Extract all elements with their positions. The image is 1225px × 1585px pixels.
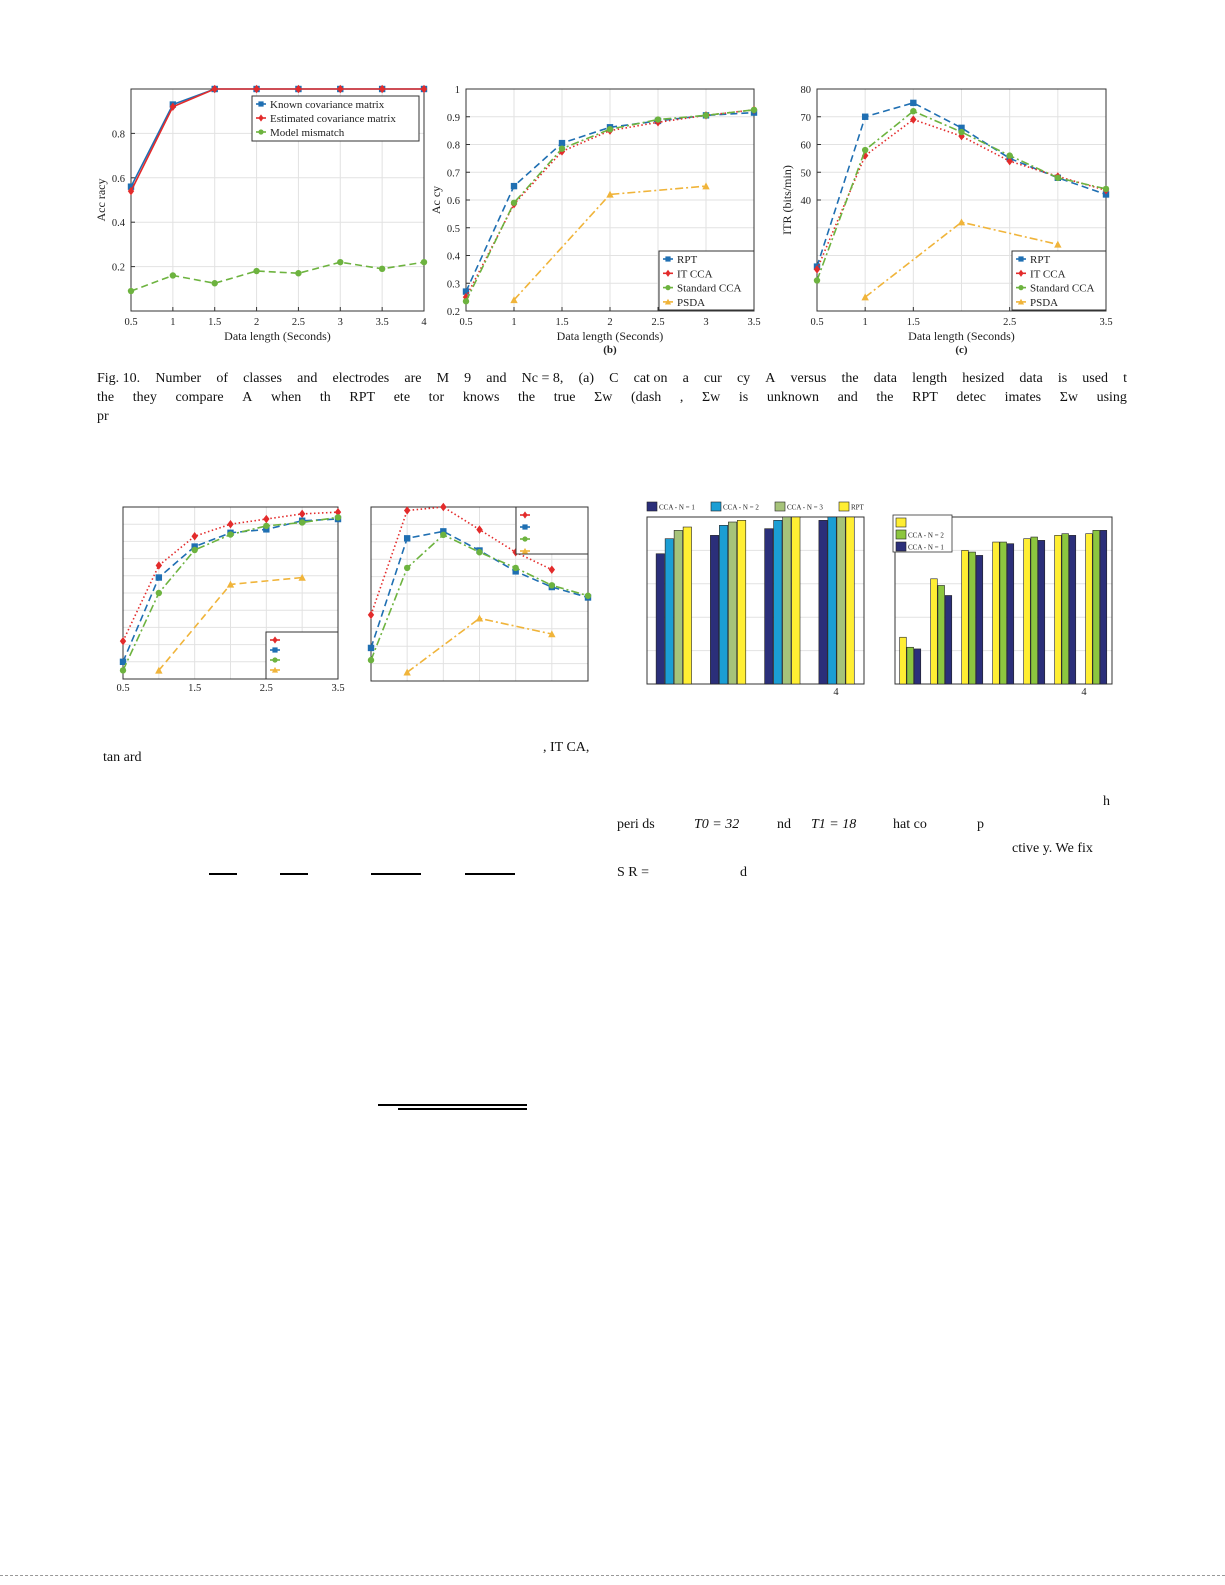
fraction-bar-4 bbox=[465, 873, 515, 875]
body-right-line3: ctive y. We fix bbox=[1012, 841, 1093, 856]
caption-word: is bbox=[738, 390, 749, 405]
page-footer-rule bbox=[0, 1575, 1225, 1576]
caption-word: data bbox=[1019, 371, 1043, 386]
y-tick-label: 70 bbox=[800, 112, 811, 124]
x-tick-label: 2 bbox=[253, 317, 260, 328]
y-tick-label: 40 bbox=[800, 196, 811, 207]
y-tick-label: 0.6 bbox=[111, 173, 125, 185]
legend-label: PSDA bbox=[677, 296, 706, 309]
fraction-bar-2 bbox=[280, 873, 308, 875]
x-tick-label: 1.5 bbox=[188, 683, 202, 694]
bar bbox=[1055, 535, 1062, 684]
bar bbox=[931, 579, 938, 684]
x-tick-label: 1.5 bbox=[906, 317, 920, 328]
bar bbox=[976, 555, 983, 684]
caption-word: imates bbox=[1004, 390, 1042, 405]
legend-label: Model mismatch bbox=[270, 127, 345, 139]
bar bbox=[993, 542, 1000, 684]
legend-label: IT CCA bbox=[1030, 268, 1066, 281]
caption-word: and bbox=[297, 371, 318, 386]
x-tick-label: 3 bbox=[703, 317, 709, 328]
y-tick-label: 0.8 bbox=[111, 129, 125, 141]
caption-word: M bbox=[436, 371, 450, 386]
bar bbox=[969, 552, 976, 684]
body-right-line1: h bbox=[1103, 794, 1110, 809]
caption-word: (dash bbox=[630, 390, 662, 405]
x-tick-label: 4 bbox=[421, 317, 427, 328]
caption-word: compare bbox=[175, 390, 224, 405]
bar bbox=[1031, 537, 1038, 684]
x-tick-label: 1 bbox=[862, 317, 868, 328]
caption-word: cur bbox=[703, 371, 722, 386]
y-tick-label: 0.2 bbox=[446, 307, 460, 318]
body-right-line4-b: d bbox=[740, 865, 747, 880]
legend-label: RPT bbox=[1030, 254, 1051, 266]
caption-word: C bbox=[609, 371, 619, 386]
caption-word: RPT bbox=[912, 390, 938, 405]
y-tick-label: 0.6 bbox=[446, 196, 460, 207]
caption-word: pr bbox=[97, 409, 109, 424]
y-tick-label: 0.4 bbox=[111, 218, 125, 230]
x-tick-label: 2.5 bbox=[259, 683, 273, 694]
x-axis-label: Data length (Seconds) bbox=[556, 329, 664, 343]
legend-label: RPT bbox=[851, 503, 864, 512]
caption-word: the bbox=[518, 390, 536, 405]
caption-word: t bbox=[1123, 371, 1127, 386]
caption-word: ete bbox=[393, 390, 411, 405]
bar bbox=[945, 595, 952, 684]
caption-word: data bbox=[873, 371, 897, 386]
caption-word: , bbox=[679, 390, 684, 405]
y-axis-label: Ac cy bbox=[429, 185, 443, 215]
caption-word: versus bbox=[790, 371, 827, 386]
body-right-line4-a: S R = bbox=[617, 865, 650, 880]
y-axis-label: Acc racy bbox=[94, 178, 108, 222]
x-tick-label: 4 bbox=[833, 687, 839, 698]
caption-word: tor bbox=[428, 390, 445, 405]
double-rule-bottom bbox=[398, 1108, 527, 1110]
caption-word: detec bbox=[956, 390, 986, 405]
caption-word: 9 bbox=[464, 371, 472, 386]
caption-word: Number bbox=[155, 371, 202, 386]
caption-word: cy bbox=[736, 371, 751, 386]
bar bbox=[1038, 540, 1045, 684]
fig11g-chart bbox=[0, 0, 1225, 720]
legend-label: Known covariance matrix bbox=[270, 99, 385, 111]
legend-label: CCA - N = 1 bbox=[908, 543, 944, 552]
caption-word: when bbox=[270, 390, 302, 405]
caption-word: of bbox=[216, 371, 228, 386]
bar bbox=[1007, 544, 1014, 684]
fig11-caption-fragment-2: tan ard bbox=[103, 750, 142, 765]
fraction-bar-3 bbox=[371, 873, 421, 875]
bar bbox=[907, 647, 914, 684]
legend-label: RPT bbox=[677, 254, 698, 266]
caption-word: Fig. 10. bbox=[97, 371, 141, 386]
x-axis-label: Data length (Seconds) bbox=[908, 329, 1015, 343]
legend-swatch bbox=[896, 530, 906, 539]
bar bbox=[1024, 539, 1031, 684]
bar bbox=[1069, 535, 1076, 684]
body-right-line2-c: nd bbox=[777, 817, 791, 832]
legend-label: Standard CCA bbox=[1030, 282, 1095, 295]
x-tick-label: 2.5 bbox=[1003, 317, 1017, 328]
bar bbox=[1093, 530, 1100, 684]
legend-label: CCA - N = 2 bbox=[908, 531, 944, 540]
y-tick-label: 60 bbox=[800, 140, 811, 152]
caption-word: hesized bbox=[962, 371, 1005, 386]
fig11-caption-fragment-1: , IT CA, bbox=[543, 740, 590, 755]
legend-swatch bbox=[896, 518, 906, 527]
x-tick-label: 3.5 bbox=[375, 317, 389, 328]
y-tick-label: 0.9 bbox=[446, 112, 460, 124]
bar bbox=[1086, 534, 1093, 684]
body-right-line2-d: T1 = 18 bbox=[811, 817, 857, 832]
caption-word: the bbox=[876, 390, 894, 405]
body-right-line2-b: T0 = 32 bbox=[694, 817, 740, 832]
caption-word: RPT bbox=[349, 390, 376, 405]
caption-word: and bbox=[486, 371, 507, 386]
y-tick-label: 0.2 bbox=[111, 262, 125, 274]
y-tick-label: 50 bbox=[800, 168, 811, 180]
y-axis-label: ITR (bits/min) bbox=[780, 165, 794, 235]
y-tick-label: 0.8 bbox=[446, 140, 460, 152]
bar bbox=[914, 649, 921, 684]
caption-word: the bbox=[97, 390, 115, 405]
legend-label: PSDA bbox=[1030, 296, 1059, 309]
bar bbox=[1000, 542, 1007, 684]
y-tick-label: 0.7 bbox=[446, 168, 460, 180]
fraction-bar-1 bbox=[209, 873, 237, 875]
x-tick-label: 3.5 bbox=[747, 317, 761, 328]
caption-word: cat on bbox=[633, 371, 668, 386]
x-tick-label: 1.5 bbox=[208, 317, 222, 328]
x-tick-label: 4 bbox=[1081, 687, 1087, 698]
caption-word: they bbox=[132, 390, 157, 405]
bar bbox=[1100, 530, 1107, 684]
x-tick-label: 0.5 bbox=[116, 683, 130, 694]
body-right-line2-f: p bbox=[977, 817, 984, 832]
x-tick-label: 3 bbox=[337, 317, 343, 328]
x-tick-label: 1 bbox=[511, 317, 517, 328]
caption-word: using bbox=[1096, 390, 1127, 405]
legend-label: IT CCA bbox=[677, 268, 713, 281]
x-tick-label: 2.5 bbox=[651, 317, 665, 328]
bar bbox=[1062, 534, 1069, 684]
y-tick-label: 0.3 bbox=[446, 279, 460, 291]
bar bbox=[938, 585, 945, 684]
caption-word: is bbox=[1057, 371, 1068, 386]
x-tick-label: 2 bbox=[607, 317, 613, 328]
x-tick-label: 0.5 bbox=[459, 317, 473, 328]
x-tick-label: 2.5 bbox=[291, 317, 305, 328]
caption-word: knows bbox=[462, 390, 500, 405]
caption-word: and bbox=[837, 390, 858, 405]
legend-label: Estimated covariance matrix bbox=[270, 113, 396, 125]
bar bbox=[962, 550, 969, 684]
caption-word: are bbox=[404, 371, 422, 386]
legend-swatch bbox=[896, 542, 906, 551]
x-tick-label: 0.5 bbox=[124, 317, 138, 328]
caption-word: the bbox=[841, 371, 859, 386]
caption-word: Σw bbox=[594, 390, 613, 405]
x-tick-label: 0.5 bbox=[810, 317, 824, 328]
x-tick-label: 3.5 bbox=[1099, 317, 1113, 328]
caption-word: true bbox=[553, 390, 576, 405]
caption-word: used bbox=[1082, 371, 1108, 386]
caption-word: length bbox=[912, 371, 948, 386]
bar bbox=[900, 637, 907, 684]
y-tick-label: 0.4 bbox=[446, 251, 460, 263]
caption-word: Σw bbox=[702, 390, 721, 405]
caption-word: Σw bbox=[1059, 390, 1078, 405]
panel-label: (c) bbox=[955, 344, 968, 356]
x-tick-label: 3.5 bbox=[331, 683, 345, 694]
caption-word: A bbox=[765, 371, 776, 386]
panel-label: (b) bbox=[603, 344, 617, 356]
double-rule-top bbox=[378, 1104, 527, 1106]
legend-label: CCA - N = 1 bbox=[659, 503, 695, 512]
x-tick-label: 1 bbox=[170, 317, 176, 328]
legend-label: CCA - N = 2 bbox=[723, 503, 759, 512]
legend-label: CCA - N = 3 bbox=[787, 503, 823, 512]
caption-word: electrodes bbox=[332, 371, 390, 386]
y-tick-label: 1 bbox=[454, 85, 460, 96]
x-tick-label: 1.5 bbox=[555, 317, 569, 328]
y-tick-label: 80 bbox=[800, 85, 811, 96]
y-tick-label: 0.5 bbox=[446, 223, 460, 235]
x-axis-label: Data length (Seconds) bbox=[224, 329, 331, 343]
caption-word: A bbox=[242, 390, 253, 405]
caption-word: a bbox=[682, 371, 689, 386]
body-right-line2-e: hat co bbox=[893, 817, 927, 832]
caption-word: Nc = 8, bbox=[521, 371, 564, 386]
body-right-line2-a: peri ds bbox=[617, 817, 655, 832]
caption-word: th bbox=[319, 390, 331, 405]
caption-word: (a) bbox=[578, 371, 595, 386]
caption-word: unknown bbox=[766, 390, 819, 405]
legend-label: Standard CCA bbox=[677, 282, 742, 295]
caption-word: classes bbox=[243, 371, 283, 386]
